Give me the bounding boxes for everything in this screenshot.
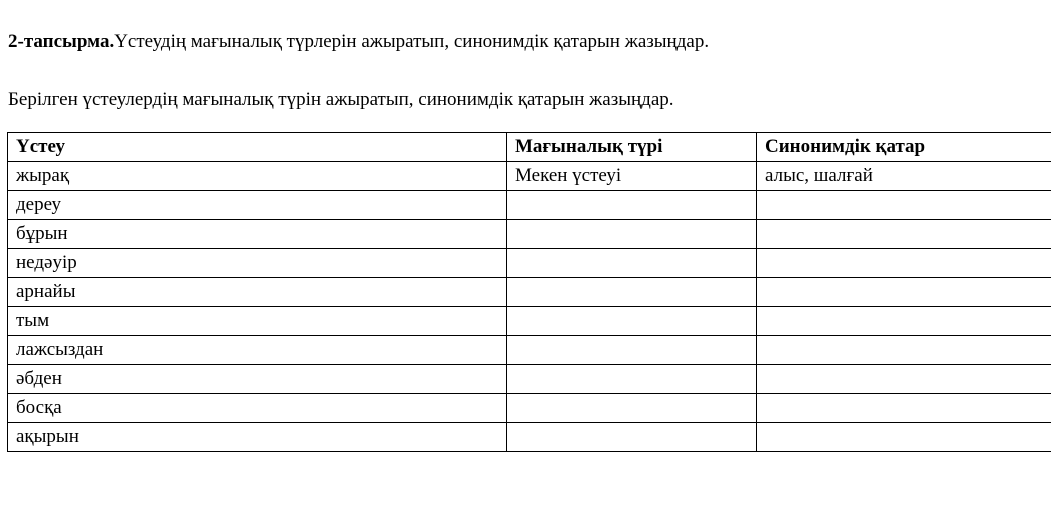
adverb-cell: тым (8, 307, 507, 336)
table-row (8, 278, 1051, 307)
synonyms-cell[interactable] (757, 394, 1051, 423)
task-number: 2-тапсырма. (8, 31, 115, 52)
synonyms-cell[interactable] (757, 336, 1051, 365)
column-header-semantic-type: Мағыналық түрі (507, 133, 757, 162)
table-row (8, 162, 1051, 191)
task-heading (8, 30, 709, 54)
semantic-type-cell[interactable] (507, 278, 757, 307)
synonyms-cell[interactable] (757, 220, 1051, 249)
semantic-type-cell[interactable] (507, 249, 757, 278)
table-row (8, 249, 1051, 278)
semantic-type-cell[interactable] (507, 365, 757, 394)
semantic-type-cell[interactable] (507, 220, 757, 249)
synonyms-cell[interactable] (757, 249, 1051, 278)
column-header-synonyms: Синонимдік қатар (757, 133, 1051, 162)
synonyms-cell[interactable] (757, 307, 1051, 336)
synonyms-cell[interactable]: алыс, шалғай (757, 162, 1051, 191)
adverb-cell: дереу (8, 191, 507, 220)
semantic-type-cell[interactable] (507, 191, 757, 220)
semantic-type-cell[interactable]: Мекен үстеуі (507, 162, 757, 191)
table-header-row (8, 133, 1051, 162)
semantic-type-cell[interactable] (507, 394, 757, 423)
table-row (8, 220, 1051, 249)
table-row (8, 307, 1051, 336)
table-row (8, 191, 1051, 220)
table-row (8, 365, 1051, 394)
adverb-cell: арнайы (8, 278, 507, 307)
adverb-cell: недәуір (8, 249, 507, 278)
task-instruction: Берілген үстеулердің мағыналық түрін ажыратып, синонимдік қатарын жазыңдар. (8, 89, 674, 110)
adverb-cell: ақырын (8, 423, 507, 452)
table-row (8, 394, 1051, 423)
adverb-cell: босқа (8, 394, 507, 423)
semantic-type-cell[interactable] (507, 336, 757, 365)
semantic-type-cell[interactable] (507, 307, 757, 336)
adverb-cell: жырақ (8, 162, 507, 191)
synonyms-cell[interactable] (757, 191, 1051, 220)
table-row (8, 336, 1051, 365)
adverb-cell: лажсыздан (8, 336, 507, 365)
column-header-adverb: Үстеу (8, 133, 507, 162)
synonyms-cell[interactable] (757, 365, 1051, 394)
task-title: Үстеудің мағыналық түрлерін ажыратып, синонимдік қатарын жазыңдар. (114, 31, 710, 52)
synonyms-cell[interactable] (757, 278, 1051, 307)
table-row (8, 423, 1051, 452)
adverb-table (7, 132, 1051, 452)
adverb-cell: бұрын (8, 220, 507, 249)
synonyms-cell[interactable] (757, 423, 1051, 452)
semantic-type-cell[interactable] (507, 423, 757, 452)
adverb-cell: әбден (8, 365, 507, 394)
